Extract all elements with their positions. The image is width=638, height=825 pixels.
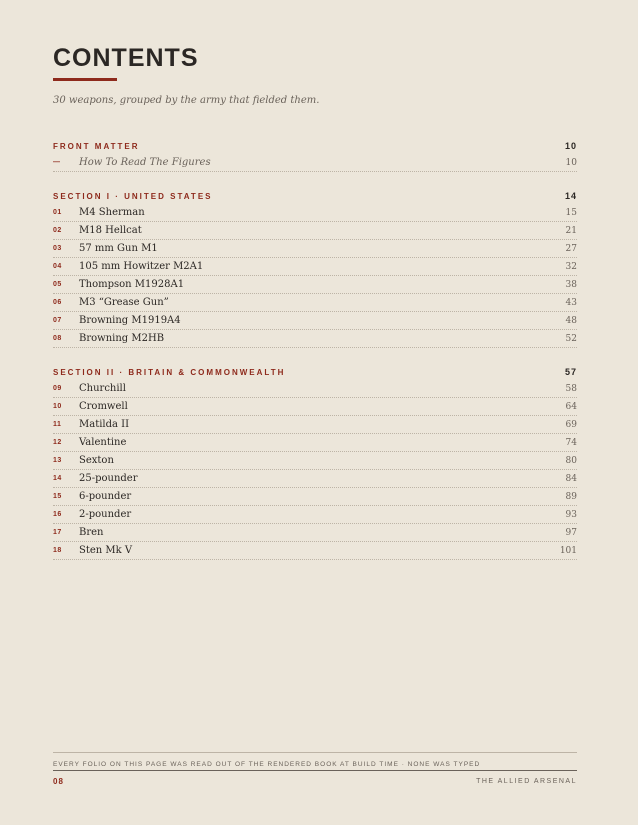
toc-entry[interactable]	[53, 154, 577, 172]
entry-number: 15	[53, 493, 62, 500]
entry-title: Churchill	[79, 383, 126, 394]
entry-page-number: 101	[559, 545, 577, 556]
entry-number: 14	[53, 475, 62, 482]
entry-page-number: 69	[565, 419, 577, 430]
toc-entry[interactable]	[53, 380, 577, 398]
toc-entry[interactable]	[53, 470, 577, 488]
entry-number: 09	[53, 385, 62, 392]
entry-number: 06	[53, 299, 62, 306]
entry-number: 08	[53, 335, 62, 342]
entry-title: How To Read The Figures	[79, 157, 211, 168]
section-heading[interactable]	[53, 188, 577, 204]
entry-page-number: 89	[565, 491, 577, 502]
toc-entry[interactable]	[53, 542, 577, 560]
entry-title: 25-pounder	[79, 473, 138, 484]
entry-number: 18	[53, 547, 62, 554]
toc-entry[interactable]	[53, 276, 577, 294]
section-heading[interactable]	[53, 138, 577, 154]
toc-entry[interactable]	[53, 416, 577, 434]
entry-page-number: 52	[565, 333, 577, 344]
entry-page-number: 48	[565, 315, 577, 326]
entry-page-number: 58	[565, 383, 577, 394]
section-page-number: 14	[564, 191, 577, 201]
footer-divider	[53, 752, 577, 753]
entry-title: 57 mm Gun M1	[79, 243, 158, 254]
entry-title: Sten Mk V	[79, 545, 133, 556]
entry-page-number: 80	[565, 455, 577, 466]
entry-number: 17	[53, 529, 62, 536]
entry-page-number: 84	[565, 473, 577, 484]
entry-number: —	[53, 159, 61, 166]
entry-number: 03	[53, 245, 62, 252]
entry-page-number: 21	[565, 225, 577, 236]
footer-rule	[53, 770, 577, 771]
toc-entry[interactable]	[53, 434, 577, 452]
entry-number: 12	[53, 439, 62, 446]
entry-number: 07	[53, 317, 62, 324]
section-page-number: 10	[564, 141, 577, 151]
entry-page-number: 38	[565, 279, 577, 290]
entry-title: Matilda II	[79, 419, 130, 430]
toc-entry[interactable]	[53, 398, 577, 416]
section-title: SECTION II · BRITAIN & COMMONWEALTH	[53, 367, 286, 377]
page-title: CONTENTS	[53, 44, 199, 72]
entry-title: M18 Hellcat	[79, 225, 142, 236]
entry-number: 16	[53, 511, 62, 518]
entry-title: M3 “Grease Gun”	[79, 297, 169, 308]
table-of-contents	[53, 138, 577, 560]
running-title: THE ALLIED ARSENAL	[476, 778, 577, 785]
toc-entry[interactable]	[53, 488, 577, 506]
toc-entry[interactable]	[53, 452, 577, 470]
entry-title: 6-pounder	[79, 491, 132, 502]
entry-title: Sexton	[79, 455, 114, 466]
entry-title: Cromwell	[79, 401, 128, 412]
toc-entry[interactable]	[53, 330, 577, 348]
entry-title: M4 Sherman	[79, 207, 145, 218]
section-title: FRONT MATTER	[53, 141, 140, 151]
entry-number: 05	[53, 281, 62, 288]
toc-entry[interactable]	[53, 524, 577, 542]
toc-entry[interactable]	[53, 258, 577, 276]
entry-page-number: 74	[565, 437, 577, 448]
section-title: SECTION I · UNITED STATES	[53, 191, 213, 201]
page-subtitle: 30 weapons, grouped by the army that fielded them.	[53, 95, 320, 106]
entry-title: Thompson M1928A1	[79, 279, 185, 290]
entry-number: 02	[53, 227, 62, 234]
entry-number: 01	[53, 209, 62, 216]
title-rule	[53, 78, 117, 81]
entry-title: 105 mm Howitzer M2A1	[79, 261, 204, 272]
entry-page-number: 32	[565, 261, 577, 272]
entry-page-number: 64	[565, 401, 577, 412]
entry-title: Bren	[79, 527, 104, 538]
toc-entry[interactable]	[53, 240, 577, 258]
entry-page-number: 27	[565, 243, 577, 254]
section-page-number: 57	[564, 367, 577, 377]
entry-page-number: 10	[565, 157, 577, 168]
section-heading[interactable]	[53, 364, 577, 380]
entry-number: 11	[53, 421, 62, 428]
footer-note: EVERY FOLIO ON THIS PAGE WAS READ OUT OF THE RENDERED BOOK AT BUILD TIME · NONE WAS TYPED	[53, 761, 481, 768]
entry-page-number: 43	[565, 297, 577, 308]
entry-page-number: 15	[565, 207, 577, 218]
toc-entry[interactable]	[53, 506, 577, 524]
toc-entry[interactable]	[53, 222, 577, 240]
page-folio: 08	[53, 777, 64, 786]
entry-page-number: 97	[565, 527, 577, 538]
toc-entry[interactable]	[53, 294, 577, 312]
entry-number: 10	[53, 403, 62, 410]
toc-entry[interactable]	[53, 312, 577, 330]
toc-entry[interactable]	[53, 204, 577, 222]
entry-number: 13	[53, 457, 62, 464]
entry-title: Valentine	[79, 437, 127, 448]
entry-page-number: 93	[565, 509, 577, 520]
entry-title: Browning M2HB	[79, 333, 165, 344]
entry-title: Browning M1919A4	[79, 315, 181, 326]
entry-title: 2-pounder	[79, 509, 132, 520]
entry-number: 04	[53, 263, 62, 270]
